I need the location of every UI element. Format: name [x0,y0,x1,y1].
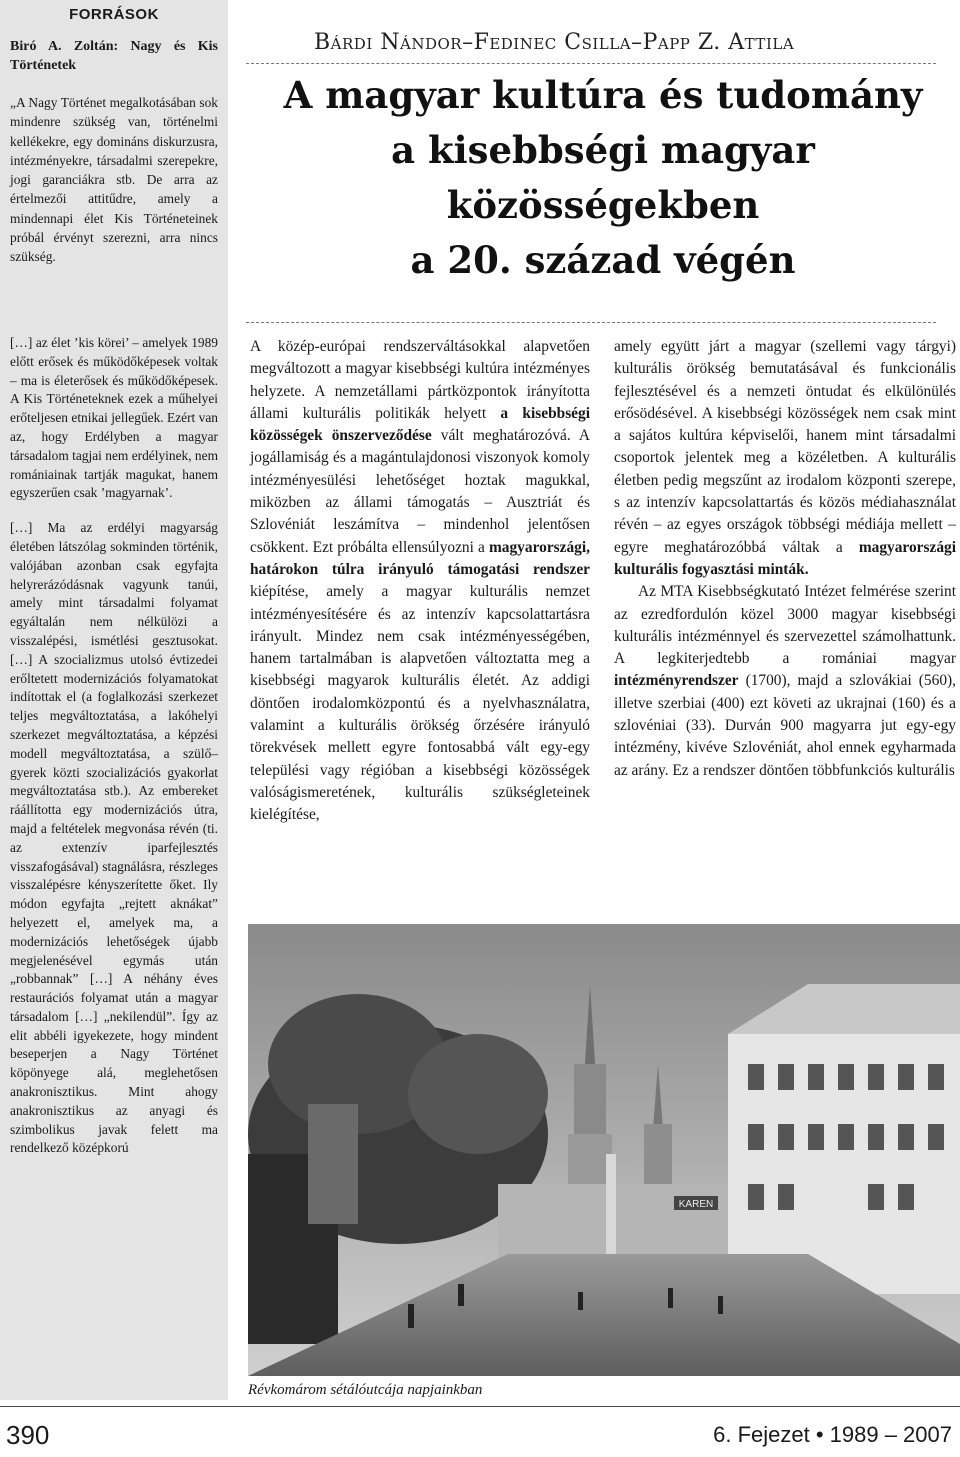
highlight-self-organization: a kisebbségi közösségek önszerveződése [250,404,590,445]
body-column-2 [614,336,956,782]
sidebar-section-title: FORRÁSOK [69,6,159,23]
title-line-1: A magyar kultúra és tudomány [283,73,923,117]
body-column-1 [250,336,590,827]
sidebar-source-title: Biró A. Zoltán: Nagy és Kis Történetek [10,39,218,73]
street-photo [248,924,960,1376]
highlight-support-system: magyarországi, határokon túlra irányuló támogatási rendszer [250,538,590,578]
title-line-3: a 20. század végén [410,238,796,282]
body-paragraph-3: Az MTA Kisebbségkutató Intézet felmérése szerint az ezredfordulón közel 3000 magyar kisebbségi kulturális intézménnyel és szervezettel számolhattunk. A legkiterjedtebb a romániai magyar intézményrendszer (1700), majd a szlovákiai (560), illetve szerbiai (400) ezt követi az ukrajnai (160) és a szlovéniai (33). Durván 900 magyarra jut egy-egy intézmény, kivéve Szlovéniát, ahol ennek egyharmada az arány. Ez a rendszer döntően többfunkciós kulturális [614,583,956,779]
page-number: 390 [6,1420,50,1450]
chapter-label: 6. Fejezet • 1989 – 2007 [713,1422,952,1447]
article-title [246,68,960,288]
body-paragraph-2: amely együtt járt a magyar (szellemi vagy tárgyi) kulturális örökség bemutatásával és funkcionális fejlesztésével és a nemzeti öntudat és elkülönülés erősödésével. A kisebbségi közösségek nem csak mint a sajátos kultúra képviselői, hanem mint társadalmi csoportok jelentek meg a közéletben. A kulturális életben pedig megszűnt az irodalom központi szerepe, s az intenzív kapcsolattartás és közös médiahasználat révén – az egyes országok többségi médiája mellett – egyre meghatározóbbá váltak a magyarországi kulturális fogyasztási minták. [614,338,956,578]
footer-rule [0,1406,960,1407]
header-bottom-rule [246,322,936,323]
title-line-2: a kisebbségi magyar közösségekben [391,128,815,227]
sidebar-quote-3: […] Ma az erdélyi magyarság életében látszólag sokminden történik, valójában azonban csak egyfajta helyrerázódásnak vagyunk tanúi, amely mint társadalmi folyamat egyáltalán nem nélkülözi a visszalépési, ismétlési gesztusokat. […] A szocializmus utolsó évtizedei erőltetett modernizációs folyamatokat indítottak el (a foglalkozási szerkezet teljes megváltoztatása, a lakóhelyi szerkezet megváltoztatása, a képzési modell megváltoztatása, a szülő–gyerek közti szocializációs gyakorlat megváltoztatása stb.). Az embereket ráállította egy modernizációs útra, majd a feltételek megvonása révén (ti. az extenzív iparfejlesztés visszafogásával) stagnálásra, részleges visszalépésre kényszerítette őket. Ily módon egyfajta „rejtett aknákat” helyezett el, amelyek ma, a modernizációs lehetőségek újabb megjelenésével egymás után „robbannak” […] A néhány éves restaurációs folyamat után a magyar társadalom […] „nekilendül”. Így az elit abbéli igyekezete, hogy mindent beseperjen a Nagy Történet köpönyege alá, meglehetősen anakronisztikus. Mint ahogy anakronisztikus az anyagi és szimbolikus javak felett ma rendelkező középkorú [10,520,218,1156]
body-paragraph-1: A közép-európai rendszerváltásokkal alapvetően megváltozott a magyar kisebbségi kultúra intézményes helyzete. A nemzetállami pártközpontok irányította állami kulturális politikák helyett a kisebbségi közösségek önszerveződése vált meghatározóvá. A jogállamiság és a magántulajdonosi viszonyok komoly intézményesülési lehetőséget hoztak magukkal, miközben az állami támogatás – Ausztriát és Szlovéniát leszámítva – mindenhol jelentősen csökkent. Ezt próbálta ellensúlyozni a magyarországi, határokon túlra irányuló támogatási rendszer kiépítése, amely a magyar kulturális nemzet intézményesítésére és az intenzív kapcsolattartásra irányult. Mindez nem csak intézményességében, hanem tartalmában is alapvetően változtatta meg a kisebbségi magyarok kulturális életét. Az addigi döntően irodalomközpontú és a nyelvhasználatra, valamint a kulturális örökség őrzésére irányuló törekvések mellett egyre fontosabbá vált egy-egy települési vagy régióban a kisebbségi közösségek valóságismeretének, kulturális szükségleteinek kielégítése, [250,338,590,824]
highlight-institution-system: intézményrendszer [614,672,739,690]
highlight-consumption-patterns: magyarországi kulturális fogyasztási minták. [614,538,956,578]
article-authors: Bárdi Nándor–Fedinec Csilla–Papp Z. Attila [314,30,795,55]
sources-sidebar [0,0,228,1400]
sidebar-quote-1: „A Nagy Történet megalkotásában sok mindenre szükség van, történelmi kellékekre, egy domináns diskurzusra, intézményekre, társadalmi szerepekre, jogi garanciákra stb. De arra az értelmezői attitűdre, amely a mindennapi élet Kis Történeteinek próbál érvényt szerezni, arra nincs szükség. [10,95,218,265]
article-header [246,30,960,323]
shop-sign-text: KAREN [678,1199,714,1210]
header-top-rule [246,63,936,64]
photo-caption: Révkomárom sétálóutcája napjainkban [248,1382,483,1398]
sidebar-quote-2: […] az élet ’kis körei’ – amelyek 1989 előtt erősek és működőképesek voltak – ma is életerősek és működőképesek. A Kis Történeteknek ezek a műhelyei erőteljesen etnikai jellegűek. Ezért van az, hogy Erdélyben a magyar társadalom tagjai nem erdélyinek, nem romániainak tartják magukat, hanem egyszerűen csak ’magyarnak’. [10,335,218,501]
